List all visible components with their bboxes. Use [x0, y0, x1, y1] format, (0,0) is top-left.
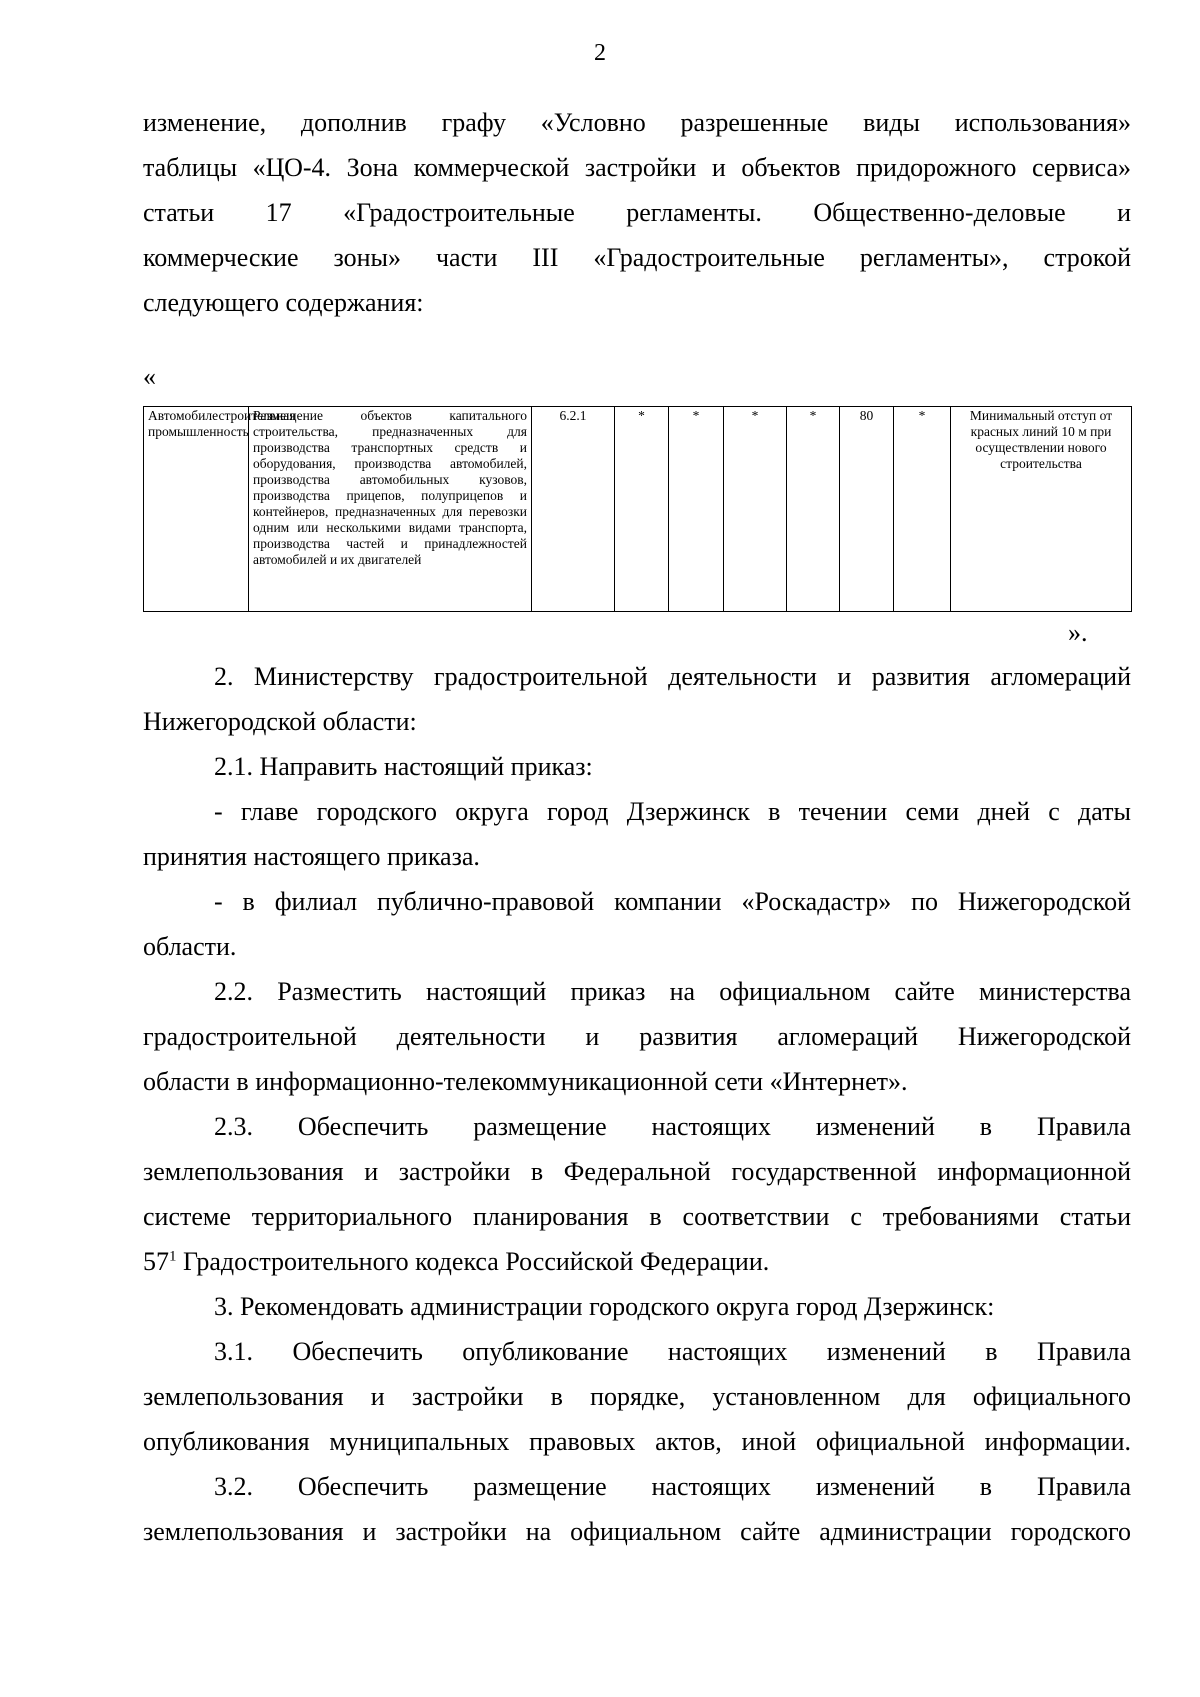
- text-line: области.: [143, 932, 237, 961]
- text-line: землепользования и застройки в Федеральной государственной информационной: [143, 1157, 1131, 1186]
- parameter-cell: 80: [840, 407, 894, 612]
- text-line: 2. Министерству градостроительной деятельности и развития агломераций: [214, 662, 1131, 691]
- text-line: области в информационно-телекоммуникационной сети «Интернет».: [143, 1067, 908, 1096]
- text-line: следующего содержания:: [143, 288, 424, 317]
- text-fragment: Градостроительного кодекса Российской Федерации.: [176, 1247, 770, 1276]
- text-line: опубликования муниципальных правовых актов, иной официальной информации.: [143, 1427, 1131, 1456]
- parameter-cell: *: [787, 407, 840, 612]
- text-line: коммерческие зоны» части III «Градостроительные регламенты», строкой: [143, 243, 1131, 272]
- parameter-cell: *: [894, 407, 951, 612]
- text-line: 2.1. Направить настоящий приказ:: [214, 752, 593, 781]
- text-line: 3.2. Обеспечить размещение настоящих изменений в Правила: [214, 1472, 1131, 1501]
- text-line: градостроительной деятельности и развития агломераций Нижегородской: [143, 1022, 1131, 1051]
- text-line: 2.3. Обеспечить размещение настоящих изменений в Правила: [214, 1112, 1131, 1141]
- parameter-cell: *: [615, 407, 669, 612]
- closing-quote: ».: [1068, 618, 1088, 647]
- land-use-code-cell: 6.2.1: [532, 407, 615, 612]
- opening-quote: «: [143, 362, 156, 391]
- text-line: 3. Рекомендовать администрации городского округа город Дзержинск:: [214, 1292, 995, 1321]
- text-line: Нижегородской области:: [143, 707, 417, 736]
- text-line: - главе городского округа город Дзержинск в течении семи дней с даты: [214, 797, 1131, 826]
- land-use-name-cell: Автомобилестроительная промышленность: [144, 407, 249, 612]
- text-line: 2.2. Разместить настоящий приказ на официальном сайте министерства: [214, 977, 1131, 1006]
- parameter-cell: *: [724, 407, 787, 612]
- parameter-cell: *: [669, 407, 724, 612]
- page-number: 2: [594, 40, 606, 66]
- text-line: системе территориального планирования в соответствии с требованиями статьи: [143, 1202, 1131, 1231]
- land-use-table: [143, 406, 1132, 612]
- article-number: 57: [143, 1247, 169, 1276]
- text-line: изменение, дополнив графу «Условно разрешенные виды использования»: [143, 108, 1131, 137]
- table-row: [144, 407, 1132, 612]
- text-line: 3.1. Обеспечить опубликование настоящих изменений в Правила: [214, 1337, 1131, 1366]
- land-use-description-cell: Размещение объектов капитального строительства, предназначенных для производства транспортных средств и оборудования, производства автомобилей, производства автомобильных кузовов, производства прицепов, полуприцепов и контейнеров, предназначенных для перевозки одним или несколькими видами транспорта, производства частей и принадлежностей автомобилей и их двигателей: [249, 407, 532, 612]
- text-line: [143, 1247, 1131, 1277]
- text-line: принятия настоящего приказа.: [143, 842, 480, 871]
- note-cell: Минимальный отступ от красных линий 10 м при осуществлении нового строительства: [951, 407, 1132, 612]
- text-line: - в филиал публично-правовой компании «Роскадастр» по Нижегородской: [214, 887, 1131, 916]
- text-line: землепользования и застройки на официальном сайте администрации городского: [143, 1517, 1131, 1546]
- article-superscript: 1: [169, 1248, 177, 1265]
- text-line: статьи 17 «Градостроительные регламенты. Общественно-деловые и: [143, 198, 1131, 227]
- text-line: таблицы «ЦО-4. Зона коммерческой застройки и объектов придорожного сервиса»: [143, 153, 1131, 182]
- text-line: землепользования и застройки в порядке, установленном для официального: [143, 1382, 1131, 1411]
